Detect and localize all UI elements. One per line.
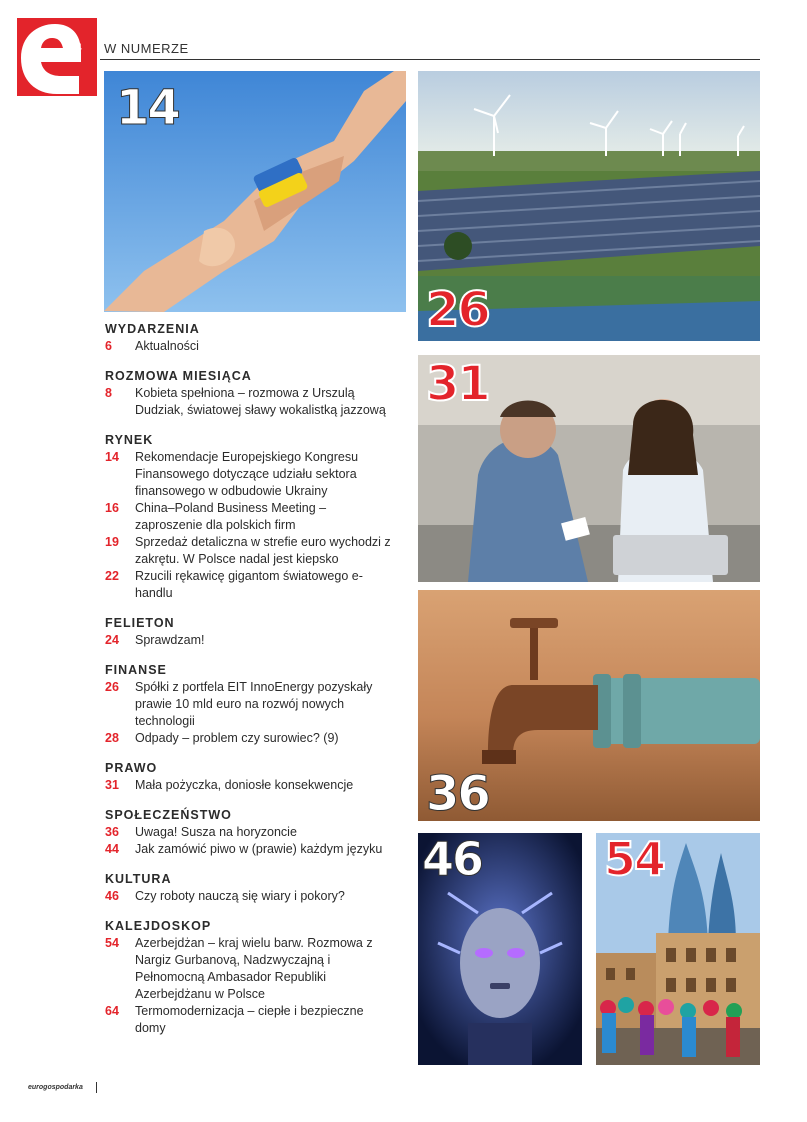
toc-section — [105, 616, 395, 649]
page-number: 4 — [76, 42, 83, 54]
toc-entry[interactable] — [105, 824, 395, 841]
toc-entry-title: Odpady – problem czy surowiec? (9) — [135, 731, 339, 745]
toc-entry[interactable] — [105, 338, 395, 355]
toc-entry-title: China–Poland Business Meeting – zaproszenie dla polskich firm — [135, 501, 327, 532]
toc-entry-title: Sprzedaż detaliczna w strefie euro wychodzi z zakrętu. W Polsce nadal jest kiepsko — [135, 535, 391, 566]
footer-brand: eurogospodarka — [28, 1084, 83, 1091]
toc-entry-title: Sprawdzam! — [135, 633, 205, 647]
toc-entry-title: Kobieta spełniona – rozmowa z Urszulą Dudziak, światowej sławy wokalistką jazzową — [135, 386, 386, 417]
toc-entry[interactable] — [105, 888, 395, 905]
toc-entry-title: Spółki z portfela EIT InnoEnergy pozyskały prawie 10 mld euro na rozwój nowych technologii — [135, 680, 373, 728]
toc-entry-title: Termomodernizacja – ciepłe i bezpieczne domy — [135, 1004, 364, 1035]
toc-section — [105, 433, 395, 602]
toc-section — [105, 663, 395, 747]
toc-entry-title: Jak zamówić piwo w (prawie) każdym języku — [135, 842, 383, 856]
toc-entry-title: Azerbejdżan – kraj wielu barw. Rozmowa z Nargiz Gurbanovą, Nadzwyczajną i Pełnomocną Ambasador Republiki Azerbejdżanu w Polsce — [135, 936, 373, 1001]
toc-entry[interactable] — [105, 730, 395, 747]
toc-entry-page: 44 — [105, 842, 119, 856]
image-badge-31: 31 — [426, 356, 489, 412]
toc-section — [105, 872, 395, 905]
toc-section-heading: FELIETON — [105, 616, 175, 630]
toc-section-heading: ROZMOWA MIESIĄCA — [105, 369, 252, 383]
table-of-contents — [105, 322, 395, 1051]
toc-section — [105, 369, 395, 419]
toc-entry-page: 24 — [105, 633, 119, 647]
toc-entry-page: 19 — [105, 535, 119, 549]
toc-entry-page: 36 — [105, 825, 119, 839]
toc-entry-page: 22 — [105, 569, 119, 583]
toc-entry[interactable] — [105, 534, 395, 568]
section-title: W NUMERZE — [104, 41, 189, 56]
toc-entry-title: Czy roboty nauczą się wiary i pokory? — [135, 889, 345, 903]
header-rule — [100, 59, 760, 60]
toc-entry-page: 46 — [105, 889, 119, 903]
toc-entry-page: 26 — [105, 680, 119, 694]
magazine-logo — [17, 18, 97, 96]
toc-section-heading: KULTURA — [105, 872, 172, 886]
toc-entry[interactable] — [105, 500, 395, 534]
toc-section — [105, 322, 395, 355]
toc-entry-title: Mała pożyczka, doniosłe konsekwencje — [135, 778, 354, 792]
toc-entry[interactable] — [105, 568, 395, 602]
image-badge-14: 14 — [116, 80, 179, 136]
toc-entry-page: 28 — [105, 731, 119, 745]
toc-section-heading: KALEJDOSKOP — [105, 919, 212, 933]
toc-entry-page: 16 — [105, 501, 119, 515]
toc-section-heading: PRAWO — [105, 761, 158, 775]
toc-section — [105, 808, 395, 858]
toc-entry[interactable] — [105, 1003, 395, 1037]
toc-section — [105, 761, 395, 794]
toc-entry-title: Rzucili rękawicę gigantom światowego e-handlu — [135, 569, 363, 600]
toc-entry-page: 64 — [105, 1004, 119, 1018]
toc-section — [105, 919, 395, 1037]
toc-entry-page: 54 — [105, 936, 119, 950]
toc-entry[interactable] — [105, 679, 395, 730]
footer-divider — [96, 1082, 97, 1093]
toc-entry-title: Uwaga! Susza na horyzoncie — [135, 825, 297, 839]
e-logo-icon — [17, 18, 97, 96]
toc-entry[interactable] — [105, 449, 395, 500]
toc-entry[interactable] — [105, 777, 395, 794]
toc-section-heading: FINANSE — [105, 663, 167, 677]
image-badge-46: 46 — [422, 832, 483, 886]
image-badge-54: 54 — [604, 832, 665, 886]
toc-entry[interactable] — [105, 935, 395, 1003]
toc-entry-page: 31 — [105, 778, 119, 792]
toc-entry[interactable] — [105, 385, 395, 419]
toc-entry-page: 14 — [105, 450, 119, 464]
toc-entry[interactable] — [105, 632, 395, 649]
toc-section-heading: RYNEK — [105, 433, 154, 447]
toc-section-heading: WYDARZENIA — [105, 322, 200, 336]
toc-entry-title: Aktualności — [135, 339, 199, 353]
toc-entry-title: Rekomendacje Europejskiego Kongresu Finansowego dotyczące udziału sektora finansowego w odbudowie Ukrainy — [135, 450, 359, 498]
toc-section-heading: SPOŁECZEŃSTWO — [105, 808, 232, 822]
image-badge-36: 36 — [426, 766, 489, 822]
toc-entry-page: 8 — [105, 386, 112, 400]
image-badge-26: 26 — [426, 282, 489, 338]
toc-entry[interactable] — [105, 841, 395, 858]
toc-entry-page: 6 — [105, 339, 112, 353]
